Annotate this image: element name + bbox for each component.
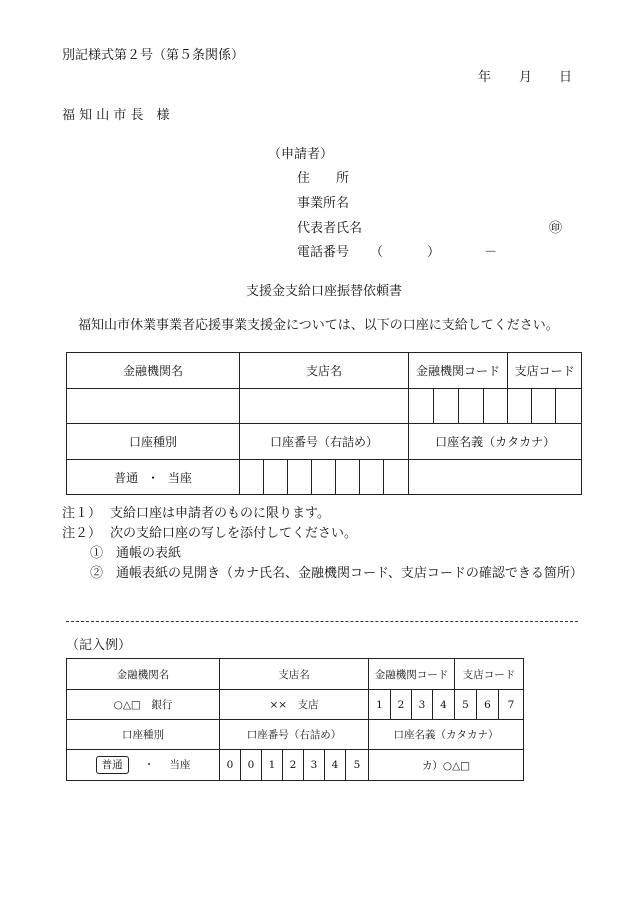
branch-code-digit-cell[interactable] <box>508 389 532 424</box>
seal-mark: ㊞ <box>549 221 563 236</box>
ex-branch-code-digit: 5 <box>455 690 477 720</box>
account-type-cell[interactable] <box>67 460 240 495</box>
ex-bank-code-digit: 4 <box>433 690 455 720</box>
ex-branch-code-header: 支店コード <box>455 659 524 690</box>
account-digit-cell[interactable] <box>264 460 288 495</box>
ex-type-separator: ・ <box>143 759 155 771</box>
bank-name-cell[interactable] <box>67 389 240 424</box>
ex-bank-name-value: ○△□ 銀行 <box>67 690 220 720</box>
phone-open-paren: （ <box>370 245 384 260</box>
date-month-label: 月 <box>519 70 533 85</box>
ex-account-digit: 4 <box>325 750 346 781</box>
bank-code-digit-cell[interactable] <box>409 389 434 424</box>
cut-line <box>66 621 578 622</box>
ex-account-digit: 2 <box>283 750 304 781</box>
type-ordinary: 普通 <box>114 470 139 485</box>
ex-account-digit: 0 <box>220 750 241 781</box>
bank-name-header: 金融機関名 <box>67 353 240 389</box>
account-holder-header: 口座名義（カタカナ） <box>409 424 582 460</box>
account-digit-cell[interactable] <box>336 460 360 495</box>
ex-bank-code-digit: 2 <box>391 690 412 720</box>
account-digit-cell[interactable] <box>312 460 336 495</box>
ex-account-holder-value: カ）○△□ <box>369 750 524 781</box>
ex-type-current: 当座 <box>169 759 191 771</box>
ex-bank-code-header: 金融機関コード <box>369 659 455 690</box>
bank-code-digit-cell[interactable] <box>459 389 484 424</box>
intro-text: 福知山市休業事業者応援事業支援金については、以下の口座に支給してください。 <box>78 318 559 333</box>
ex-branch-code-digit: 6 <box>477 690 499 720</box>
form-number: 別記様式第２号（第５条関係） <box>62 48 245 63</box>
ex-branch-name-value: ×× 支店 <box>220 690 369 720</box>
account-holder-cell[interactable] <box>409 460 582 495</box>
ex-account-digit: 3 <box>304 750 325 781</box>
branch-name-header: 支店名 <box>240 353 409 389</box>
ex-account-holder-header: 口座名義（カタカナ） <box>369 720 524 750</box>
bank-code-digit-cell[interactable] <box>484 389 508 424</box>
address-label: 住 所 <box>297 171 350 186</box>
phone-dash: － <box>484 245 498 260</box>
date-day-label: 日 <box>559 70 573 85</box>
ex-account-digit: 5 <box>346 750 369 781</box>
branch-code-header: 支店コード <box>508 353 582 389</box>
account-digit-cell[interactable] <box>384 460 409 495</box>
note-item-2: ② 通帳表紙の見開き（カナ氏名、金融機関コード、支店コードの確認できる箇所） <box>90 566 583 581</box>
note-item-1: ① 通帳の表紙 <box>90 546 182 561</box>
ex-account-type-value <box>67 750 220 781</box>
example-label: （記入例） <box>66 638 132 653</box>
phone-label: 電話番号 <box>297 245 350 260</box>
ex-bank-name-header: 金融機関名 <box>67 659 220 690</box>
ex-account-type-header: 口座種別 <box>67 720 220 750</box>
addressee: 福 知 山 市 長 様 <box>62 108 170 123</box>
phone-close-paren: ） <box>427 245 441 260</box>
bank-code-header: 金融機関コード <box>409 353 508 389</box>
example-form <box>66 658 524 781</box>
ex-bank-code-digit: 3 <box>412 690 433 720</box>
ex-branch-name-header: 支店名 <box>220 659 369 690</box>
account-digit-cell[interactable] <box>288 460 312 495</box>
ex-branch-code-digit: 7 <box>499 690 524 720</box>
account-digit-cell[interactable] <box>360 460 384 495</box>
business-name-label: 事業所名 <box>297 196 350 211</box>
note-2-text: 次の支給口座の写しを添付してください。 <box>110 526 358 541</box>
note-2-label: 注２） <box>62 526 102 541</box>
applicant-heading: （申請者） <box>268 147 334 162</box>
document-title: 支援金支給口座振替依頼書 <box>246 284 403 299</box>
type-current: 当座 <box>167 470 192 485</box>
account-number-header: 口座番号（右詰め） <box>240 424 409 460</box>
note-1-label: 注１） <box>62 506 102 521</box>
date-year-label: 年 <box>478 70 492 85</box>
ex-bank-code-digit: 1 <box>369 690 391 720</box>
ex-type-ordinary-circled: 普通 <box>96 756 129 774</box>
branch-name-cell[interactable] <box>240 389 409 424</box>
note-1-text: 支給口座は申請者のものに限ります。 <box>110 506 330 521</box>
type-separator: ・ <box>146 470 159 485</box>
branch-code-digit-cell[interactable] <box>532 389 556 424</box>
branch-code-digit-cell[interactable] <box>556 389 582 424</box>
ex-account-number-header: 口座番号（右詰め） <box>220 720 369 750</box>
bank-account-form <box>66 352 582 495</box>
account-digit-cell[interactable] <box>240 460 264 495</box>
ex-account-digit: 0 <box>241 750 262 781</box>
bank-code-digit-cell[interactable] <box>434 389 459 424</box>
account-type-header: 口座種別 <box>67 424 240 460</box>
ex-account-digit: 1 <box>262 750 283 781</box>
representative-label: 代表者氏名 <box>297 221 363 236</box>
